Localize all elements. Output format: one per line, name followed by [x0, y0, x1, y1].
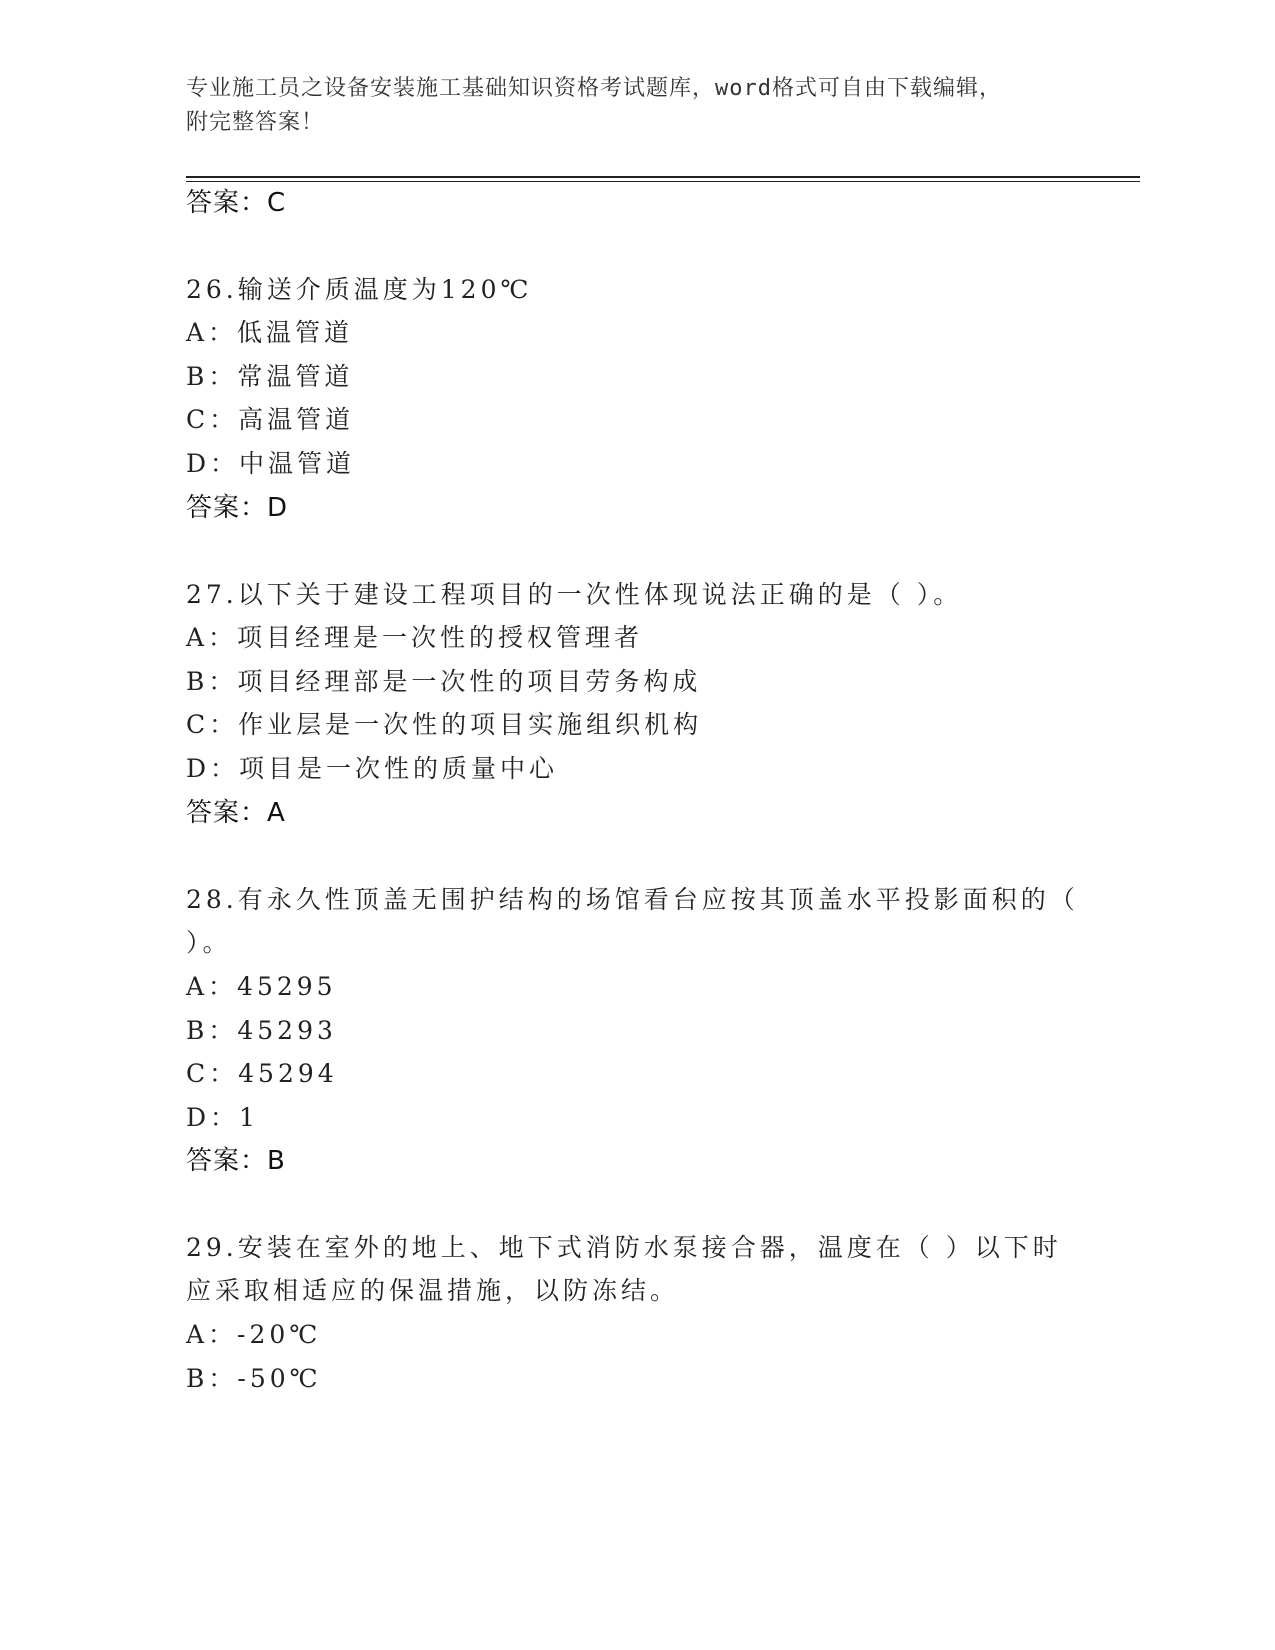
header-divider-thick [186, 176, 1140, 178]
question-28-stem-line-1: 28.有永久性顶盖无围护结构的场馆看台应按其顶盖水平投影面积的（ [186, 885, 1079, 914]
header-line-2: 附完整答案！ [186, 110, 325, 135]
question-27-option-a: A：项目经理是一次性的授权管理者 [186, 623, 644, 652]
question-29-option-b: B：-50℃ [186, 1364, 322, 1393]
question-28-option-b: B：45293 [186, 1016, 337, 1045]
question-27-option-b: B：项目经理部是一次性的项目劳务构成 [186, 667, 702, 696]
question-27-option-c: C：作业层是一次性的项目实施组织机构 [186, 710, 703, 739]
question-28-option-d: D：1 [186, 1103, 259, 1132]
question-29-option-a: A：-20℃ [186, 1320, 322, 1349]
question-26-answer: 答案：D [186, 493, 289, 523]
question-26-option-d: D：中温管道 [186, 449, 356, 478]
header-line-1: 专业施工员之设备安装施工基础知识资格考试题库，word格式可自由下载编辑， [186, 76, 1002, 101]
question-27-option-d: D：项目是一次性的质量中心 [186, 754, 559, 783]
previous-answer: 答案：C [186, 188, 287, 218]
question-28-stem-line-2: ）。 [186, 928, 232, 957]
question-28-answer: 答案：B [186, 1146, 286, 1176]
question-27-answer: 答案：A [186, 798, 286, 828]
question-26-option-a: A：低温管道 [186, 318, 354, 347]
question-28-option-a: A：45295 [186, 972, 337, 1001]
question-29-stem-line-2: 应采取相适应的保温措施，以防冻结。 [186, 1276, 680, 1305]
question-26-option-c: C：高温管道 [186, 405, 355, 434]
document-header [186, 72, 1106, 140]
question-26-option-b: B：常温管道 [186, 362, 354, 391]
header-divider-thin [186, 181, 1140, 182]
question-28-option-c: C：45294 [186, 1059, 338, 1088]
question-26-stem: 26.输送介质温度为120℃ [186, 275, 533, 304]
question-27-stem: 27.以下关于建设工程项目的一次性体现说法正确的是（ ）。 [186, 580, 963, 609]
question-29-stem-line-1: 29.安装在室外的地上、地下式消防水泵接合器，温度在（ ）以下时 [186, 1233, 1062, 1262]
